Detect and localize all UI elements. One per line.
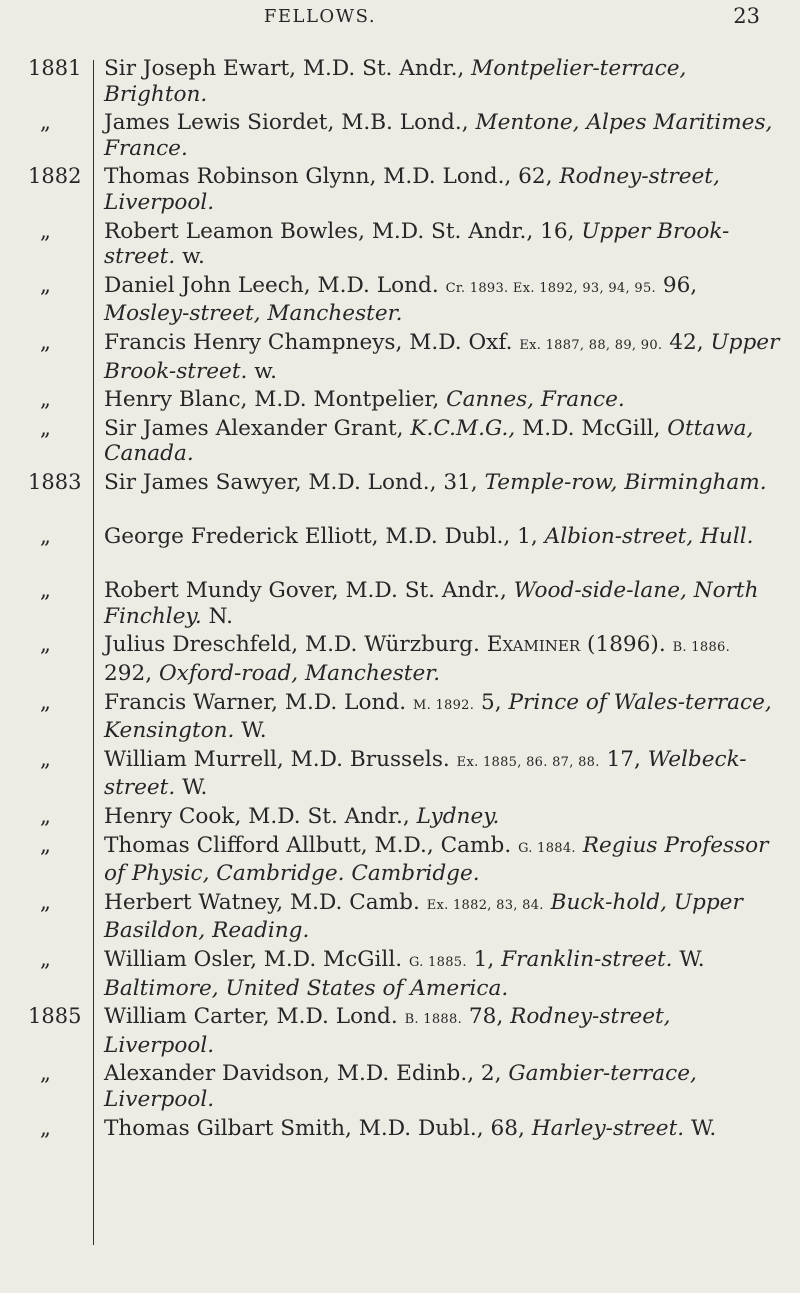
- fellow-name: William Osler, M.D. McGill.: [104, 947, 403, 972]
- fellow-entry: [0, 330, 800, 384]
- election-year: „: [40, 632, 51, 657]
- fellow-entry: [0, 947, 800, 1001]
- address: Upper Brook-street.: [104, 218, 730, 270]
- fellow-name: James Lewis Siordet, M.B. Lond.,: [104, 110, 469, 136]
- address: Cannes, France.: [446, 387, 625, 413]
- page-header: [0, 0, 800, 36]
- address: Regius Professor of Physic, Cambridge.: [104, 832, 769, 887]
- election-year: „: [40, 947, 51, 971]
- address: Oxford-road, Manchester.: [158, 661, 441, 687]
- offices-note: G. 1885.: [408, 955, 467, 970]
- postal-district: W.: [691, 1115, 717, 1141]
- fellow-name: Daniel John Leech, M.D. Lond.: [104, 272, 439, 298]
- fellow-entry: [0, 890, 800, 944]
- fellow-entry: [0, 56, 800, 107]
- election-year: „: [40, 689, 51, 714]
- address: Albion-street, Hull.: [544, 524, 754, 550]
- fellow-entry: [0, 273, 800, 327]
- postal-district: M.D. McGill,: [522, 415, 661, 441]
- election-year: „: [40, 804, 51, 829]
- address: Welbeck-street.: [104, 746, 747, 801]
- postal-district: N.: [208, 603, 233, 629]
- address: Mentone, Alpes Maritimes, France.: [104, 110, 773, 161]
- office-date: (1896).: [587, 632, 666, 658]
- address-continued: Cambridge.: [351, 861, 480, 887]
- address: Upper Brook-street.: [104, 329, 780, 384]
- fellow-entry: [0, 524, 800, 575]
- street-number: 17,: [606, 746, 641, 772]
- postal-district: w.: [254, 358, 278, 384]
- fellow-name: Sir Joseph Ewart, M.D. St. Andr.,: [104, 56, 465, 81]
- address: Franklin-street.: [501, 947, 673, 972]
- election-year: „: [40, 832, 51, 857]
- offices-note: B. 1886.: [672, 640, 731, 656]
- fellow-entry: [0, 1116, 800, 1167]
- fellow-entry: [0, 804, 800, 830]
- fellow-entry: [0, 747, 800, 801]
- fellow-name: William Carter, M.D. Lond.: [104, 1004, 398, 1030]
- fellows-list: [0, 56, 800, 1170]
- offices-note: M. 1892.: [412, 697, 475, 713]
- fellow-name: Julius Dreschfeld, M.D. Würzburg.: [104, 632, 480, 658]
- running-title: FELLOWS.: [263, 6, 377, 27]
- fellow-name: George Frederick Elliott, M.D. Dubl., 1,: [104, 524, 538, 550]
- election-year: „: [40, 218, 51, 243]
- fellow-name: Alexander Davidson, M.D. Edinb., 2,: [104, 1061, 502, 1087]
- fellow-entry: [0, 110, 800, 161]
- fellow-name: Robert Leamon Bowles, M.D. St. Andr., 16,: [104, 218, 575, 244]
- fellow-name: Francis Henry Champneys, M.D. Oxf.: [104, 329, 513, 355]
- address: Prince of Wales-terrace, Kensington.: [104, 689, 772, 744]
- street-number: 292,: [104, 661, 153, 687]
- fellow-entry: [0, 833, 800, 887]
- address: Rodney-street, Liverpool.: [104, 1004, 671, 1058]
- fellow-entry: [0, 470, 800, 521]
- fellow-name: Sir James Alexander Grant,: [104, 415, 404, 441]
- fellow-name: Herbert Watney, M.D. Camb.: [104, 889, 420, 915]
- offices-note: G. 1884.: [518, 840, 576, 856]
- election-year: „: [40, 578, 51, 603]
- fellow-entry: [0, 690, 800, 744]
- address: Wood-side-lane, North Finchley.: [104, 578, 759, 629]
- address: Gambier-terrace, Liverpool.: [104, 1061, 697, 1112]
- election-year: 1881: [28, 56, 82, 80]
- fellow-name: Francis Warner, M.D. Lond.: [104, 689, 407, 715]
- address: Rodney-street, Liverpool.: [104, 164, 720, 215]
- office-held: Examiner: [486, 632, 581, 658]
- street-number: 1,: [473, 947, 495, 972]
- offices-note: Cr. 1893. Ex. 1892, 93, 94, 95.: [445, 280, 656, 296]
- fellow-name: Thomas Robinson Glynn, M.D. Lond., 62,: [104, 164, 553, 190]
- fellow-entry: [0, 1061, 800, 1112]
- address: Temple-row, Birmingham.: [484, 469, 767, 495]
- address-continued: Baltimore, United States of America.: [104, 975, 509, 1001]
- postal-district: W.: [241, 718, 267, 744]
- fellow-name: Sir James Sawyer, M.D. Lond., 31,: [104, 469, 478, 495]
- postal-district: w.: [182, 244, 205, 270]
- offices-note: Ex. 1885, 86. 87, 88.: [456, 754, 600, 770]
- election-year: „: [40, 272, 51, 297]
- address-continued: Ottawa, Canada.: [104, 415, 754, 467]
- offices-note: Ex. 1882, 83, 84.: [426, 897, 544, 913]
- fellow-name: Henry Blanc, M.D. Montpelier,: [104, 387, 440, 413]
- election-year: „: [40, 524, 51, 549]
- postal-district: W.: [182, 775, 208, 801]
- election-year: „: [40, 329, 51, 354]
- fellow-name: Thomas Gilbart Smith, M.D. Dubl., 68,: [104, 1115, 525, 1141]
- election-year: 1883: [28, 469, 82, 494]
- fellow-entry: [0, 632, 800, 686]
- offices-note: B. 1888.: [404, 1012, 462, 1028]
- election-year: „: [40, 1115, 51, 1140]
- election-year: „: [40, 387, 51, 412]
- election-year: „: [40, 415, 51, 440]
- fellow-name: William Murrell, M.D. Brussels.: [104, 746, 450, 772]
- address: Montpelier-terrace, Brighton.: [104, 56, 687, 107]
- address: Mosley-street, Manchester.: [104, 301, 403, 327]
- address: K.C.M.G.,: [410, 415, 516, 441]
- election-year: „: [40, 746, 51, 771]
- address: Lydney.: [416, 804, 500, 830]
- election-year: 1885: [28, 1004, 82, 1029]
- fellow-entry: [0, 387, 800, 413]
- fellow-name: Robert Mundy Gover, M.D. St. Andr.,: [104, 578, 507, 604]
- election-year: 1882: [28, 164, 82, 189]
- fellow-name: Thomas Clifford Allbutt, M.D., Camb.: [104, 832, 512, 858]
- election-year: „: [40, 1061, 51, 1086]
- address: Buck-hold, Upper Basildon, Reading.: [104, 889, 743, 944]
- fellow-entry: [0, 219, 800, 270]
- offices-note: Ex. 1887, 88, 89, 90.: [519, 337, 663, 353]
- fellow-entry: [0, 416, 800, 467]
- fellow-entry: [0, 578, 800, 629]
- election-year: „: [40, 889, 51, 914]
- fellow-entry: [0, 1004, 800, 1058]
- street-number: 42,: [669, 329, 704, 355]
- postal-district: W.: [679, 947, 705, 972]
- street-number: 96,: [662, 272, 698, 298]
- page-number: 23: [733, 4, 760, 28]
- fellow-name: Henry Cook, M.D. St. Andr.,: [104, 804, 410, 830]
- street-number: 78,: [468, 1004, 504, 1030]
- fellow-entry: [0, 164, 800, 215]
- election-year: „: [40, 110, 51, 135]
- address: Harley-street.: [531, 1115, 685, 1141]
- street-number: 5,: [481, 689, 502, 715]
